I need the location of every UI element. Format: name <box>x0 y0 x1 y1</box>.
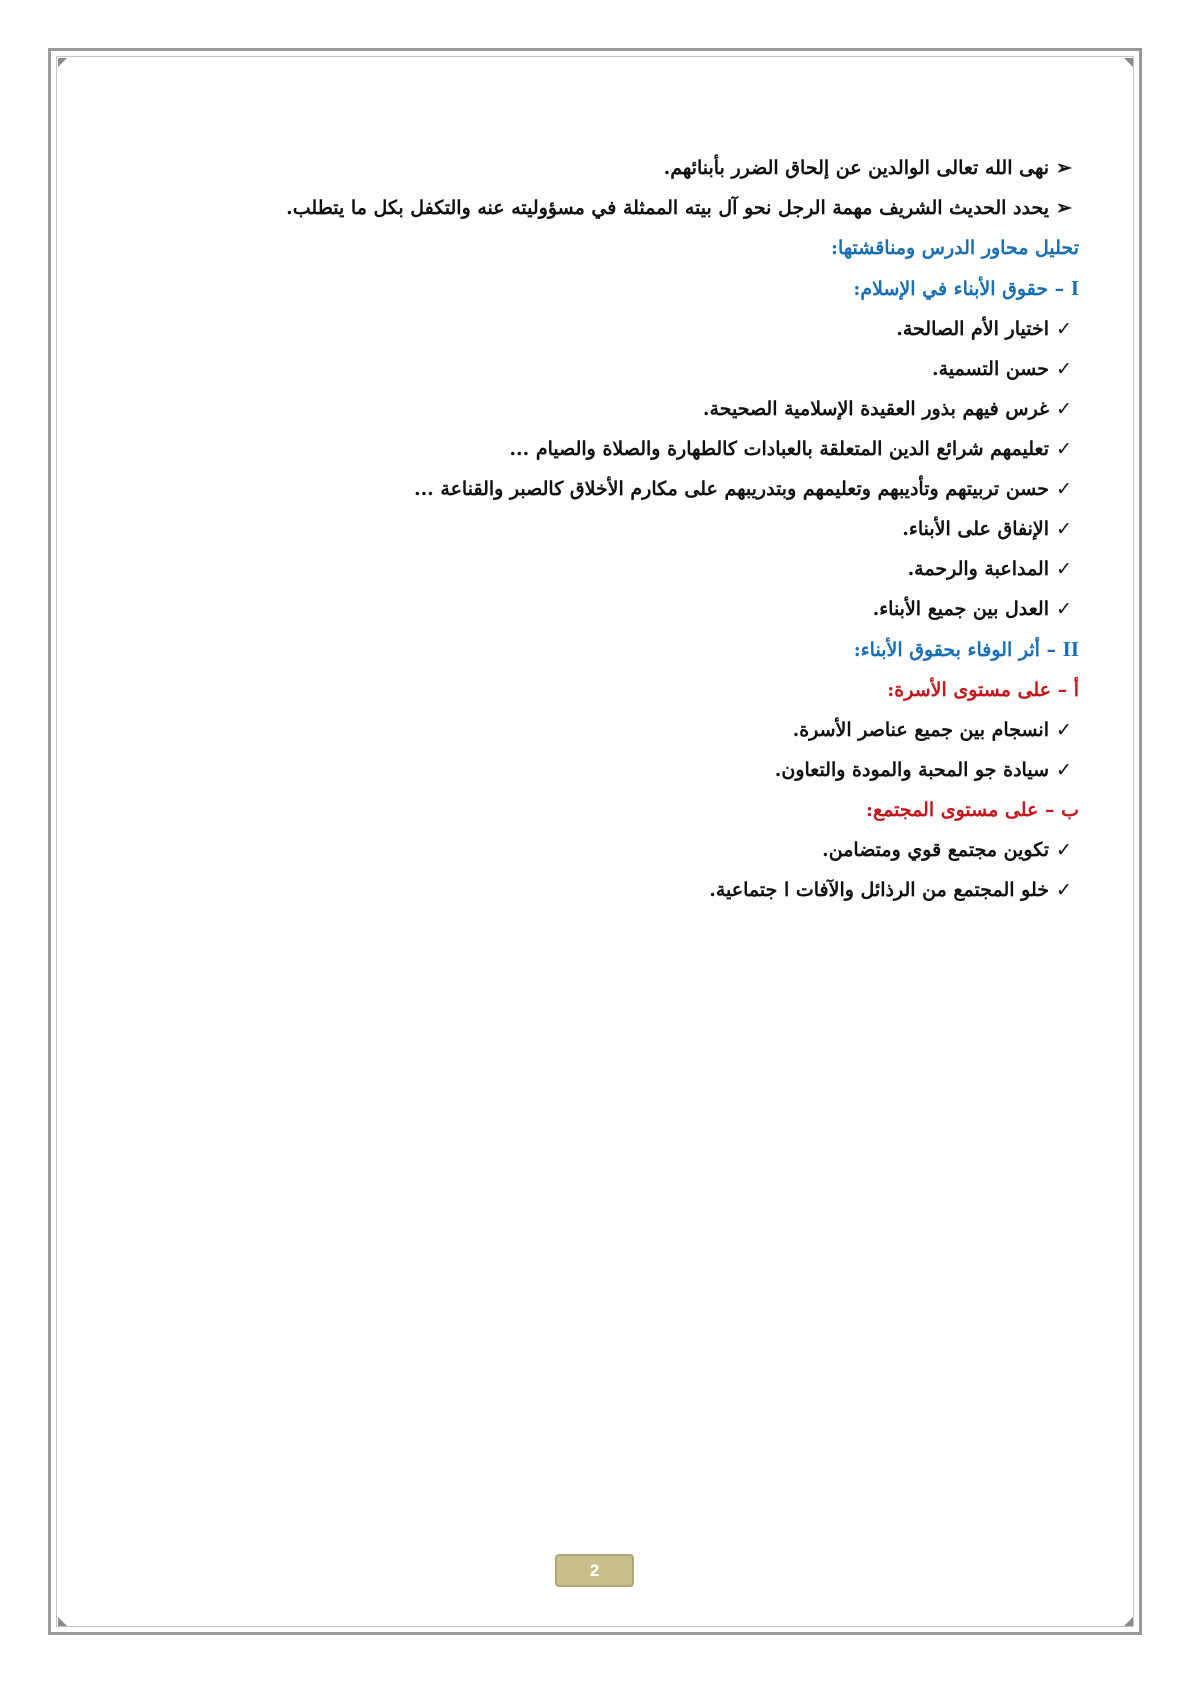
list-item: ✓حسن تربيتهم وتأديبهم وتعليمهم وبتدريبهم على مكارم الأخلاق كالصبر والقناعة ... <box>99 477 1079 501</box>
page-number: 2 <box>555 1554 634 1587</box>
subsection-b-heading: ب – على مستوى المجتمع: <box>865 799 1079 821</box>
list-item: ✓تكوين مجتمع قوي ومتضامن. <box>99 838 1079 862</box>
page-content <box>99 156 1079 918</box>
intro-point: ➢يحدد الحديث الشريف مهمة الرجل نحو آل بيته الممثلة في مسؤوليته عنه والتكفل بكل ما يتطلب. <box>99 196 1079 220</box>
intro-point: ➢نهى الله تعالى الوالدين عن إلحاق الضرر بأبنائهم. <box>99 156 1079 180</box>
list-item: ✓حسن التسمية. <box>99 357 1079 381</box>
section-2-numeral: II <box>1062 637 1079 661</box>
corner-ornament-top-left <box>58 58 67 67</box>
corner-ornament-bottom-right <box>1124 1617 1133 1626</box>
list-item: ✓اختيار الأم الصالحة. <box>99 317 1079 341</box>
list-item: ✓غرس فيهم بذور العقيدة الإسلامية الصحيحة. <box>99 397 1079 421</box>
check-icon: ✓ <box>1056 318 1072 340</box>
check-icon: ✓ <box>1056 478 1072 500</box>
list-item: ✓الإنفاق على الأبناء. <box>99 517 1079 541</box>
section-1-numeral: I <box>1070 276 1079 300</box>
corner-ornament-top-right <box>1124 58 1133 67</box>
arrow-bullet-icon: ➢ <box>1056 157 1072 179</box>
check-icon: ✓ <box>1056 879 1072 901</box>
arrow-bullet-icon: ➢ <box>1056 197 1072 219</box>
check-icon: ✓ <box>1056 558 1072 580</box>
list-item: ✓تعليمهم شرائع الدين المتعلقة بالعبادات كالطهارة والصلاة والصيام ... <box>99 437 1079 461</box>
section-2-title: – أثر الوفاء بحقوق الأبناء: <box>853 639 1057 661</box>
subsection-a-heading: أ – على مستوى الأسرة: <box>887 679 1079 701</box>
check-icon: ✓ <box>1056 839 1072 861</box>
analysis-heading: تحليل محاور الدرس ومناقشتها: <box>830 237 1079 259</box>
list-item: ✓خلو المجتمع من الرذائل والآفات ا جتماعية. <box>99 878 1079 902</box>
corner-ornament-bottom-left <box>58 1617 67 1626</box>
section-1-title: – حقوق الأبناء في الإسلام: <box>853 278 1065 300</box>
check-icon: ✓ <box>1056 518 1072 540</box>
check-icon: ✓ <box>1056 598 1072 620</box>
check-icon: ✓ <box>1056 759 1072 781</box>
section-1-heading <box>99 276 1079 301</box>
check-icon: ✓ <box>1056 719 1072 741</box>
list-item: ✓سيادة جو المحبة والمودة والتعاون. <box>99 758 1079 782</box>
check-icon: ✓ <box>1056 438 1072 460</box>
check-icon: ✓ <box>1056 398 1072 420</box>
check-icon: ✓ <box>1056 358 1072 380</box>
list-item: ✓المداعبة والرحمة. <box>99 557 1079 581</box>
section-2-heading <box>99 637 1079 662</box>
list-item: ✓العدل بين جميع الأبناء. <box>99 597 1079 621</box>
list-item: ✓انسجام بين جميع عناصر الأسرة. <box>99 718 1079 742</box>
